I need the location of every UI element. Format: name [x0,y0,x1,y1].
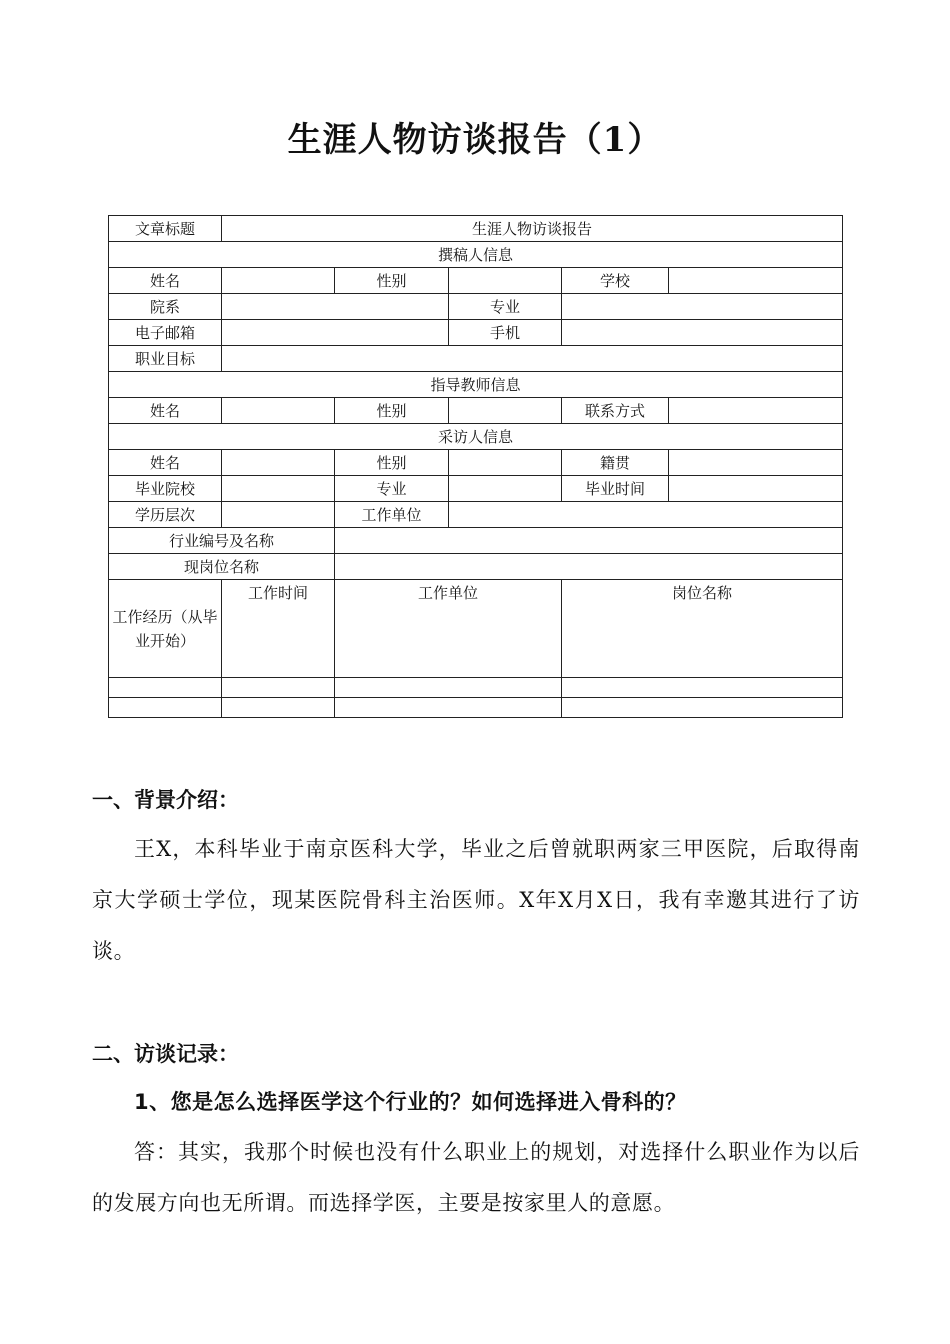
work-unit-label: 工作单位 [335,502,449,528]
experience-cell[interactable] [562,698,843,718]
table-row [109,580,843,678]
table-row [109,372,843,398]
graduation-time-cell[interactable] [669,476,843,502]
table-row [109,320,843,346]
teacher-gender-label: 性别 [335,398,449,424]
industry-cell[interactable] [335,528,843,554]
phone-label: 手机 [449,320,562,346]
author-school-cell[interactable] [669,268,843,294]
email-label: 电子邮箱 [109,320,222,346]
experience-cell[interactable] [335,678,562,698]
experience-cell[interactable] [109,698,222,718]
author-gender-label: 性别 [335,268,449,294]
author-school-label: 学校 [562,268,669,294]
experience-cell[interactable] [109,678,222,698]
article-title-label: 文章标题 [109,216,222,242]
answer-1-paragraph: 答：其实，我那个时候也没有什么职业上的规划，对选择什么职业作为以后的发展方向也无所谓。而选择学医，主要是按家里人的意愿。 [92,1140,860,1215]
industry-label: 行业编号及名称 [109,528,335,554]
table-row [109,242,843,268]
position-cell[interactable] [335,554,843,580]
hometown-cell[interactable] [669,450,843,476]
interviewee-name-cell[interactable] [222,450,335,476]
graduation-time-label: 毕业时间 [562,476,669,502]
article-title-value: 生涯人物访谈报告 [222,216,843,242]
experience-cell[interactable] [562,678,843,698]
table-row [109,698,843,718]
table-row [109,476,843,502]
interviewee-major-label: 专业 [335,476,449,502]
position-header: 岗位名称 [562,580,843,678]
table-row [109,216,843,242]
interviewee-major-cell[interactable] [449,476,562,502]
interviewee-gender-label: 性别 [335,450,449,476]
teacher-name-label: 姓名 [109,398,222,424]
author-section-header: 撰稿人信息 [109,242,843,268]
background-paragraph: 王X，本科毕业于南京医科大学，毕业之后曾就职两家三甲医院，后取得南京大学硕士学位，现某医院骨科主治医师。X年X月X日，我有幸邀其进行了访谈。 [92,837,860,963]
table-row [109,678,843,698]
hometown-label: 籍贯 [562,450,669,476]
education-cell[interactable] [222,502,335,528]
email-cell[interactable] [222,320,449,346]
interview-info-table [108,215,843,718]
table-row [109,268,843,294]
section-heading-background: 一、背景介绍： [92,788,239,812]
major-cell[interactable] [562,294,843,320]
table-row [109,502,843,528]
table-row [109,554,843,580]
table-row [109,294,843,320]
teacher-contact-cell[interactable] [669,398,843,424]
interviewee-name-label: 姓名 [109,450,222,476]
major-label: 专业 [449,294,562,320]
department-cell[interactable] [222,294,449,320]
teacher-gender-cell[interactable] [449,398,562,424]
author-name-label: 姓名 [109,268,222,294]
teacher-section-header: 指导教师信息 [109,372,843,398]
interviewee-gender-cell[interactable] [449,450,562,476]
career-goal-label: 职业目标 [109,346,222,372]
table-row [109,398,843,424]
teacher-name-cell[interactable] [222,398,335,424]
experience-cell[interactable] [335,698,562,718]
page-title: 生涯人物访谈报告（1） [287,120,663,160]
work-unit-cell[interactable] [449,502,843,528]
education-label: 学历层次 [109,502,222,528]
graduate-school-label: 毕业院校 [109,476,222,502]
table-row [109,424,843,450]
phone-cell[interactable] [562,320,843,346]
section-heading-interview: 二、访谈记录： [92,1042,239,1066]
teacher-contact-label: 联系方式 [562,398,669,424]
work-unit-header: 工作单位 [335,580,562,678]
experience-label: 工作经历（从毕业开始） [109,580,222,678]
experience-cell[interactable] [222,678,335,698]
graduate-school-cell[interactable] [222,476,335,502]
work-time-header: 工作时间 [222,580,335,678]
experience-cell[interactable] [222,698,335,718]
career-goal-cell[interactable] [222,346,843,372]
question-1: 1、您是怎么选择医学这个行业的？如何选择进入骨科的？ [134,1090,687,1114]
table-row [109,346,843,372]
author-name-cell[interactable] [222,268,335,294]
department-label: 院系 [109,294,222,320]
table-row [109,528,843,554]
position-label: 现岗位名称 [109,554,335,580]
interviewee-section-header: 采访人信息 [109,424,843,450]
table-row [109,450,843,476]
author-gender-cell[interactable] [449,268,562,294]
